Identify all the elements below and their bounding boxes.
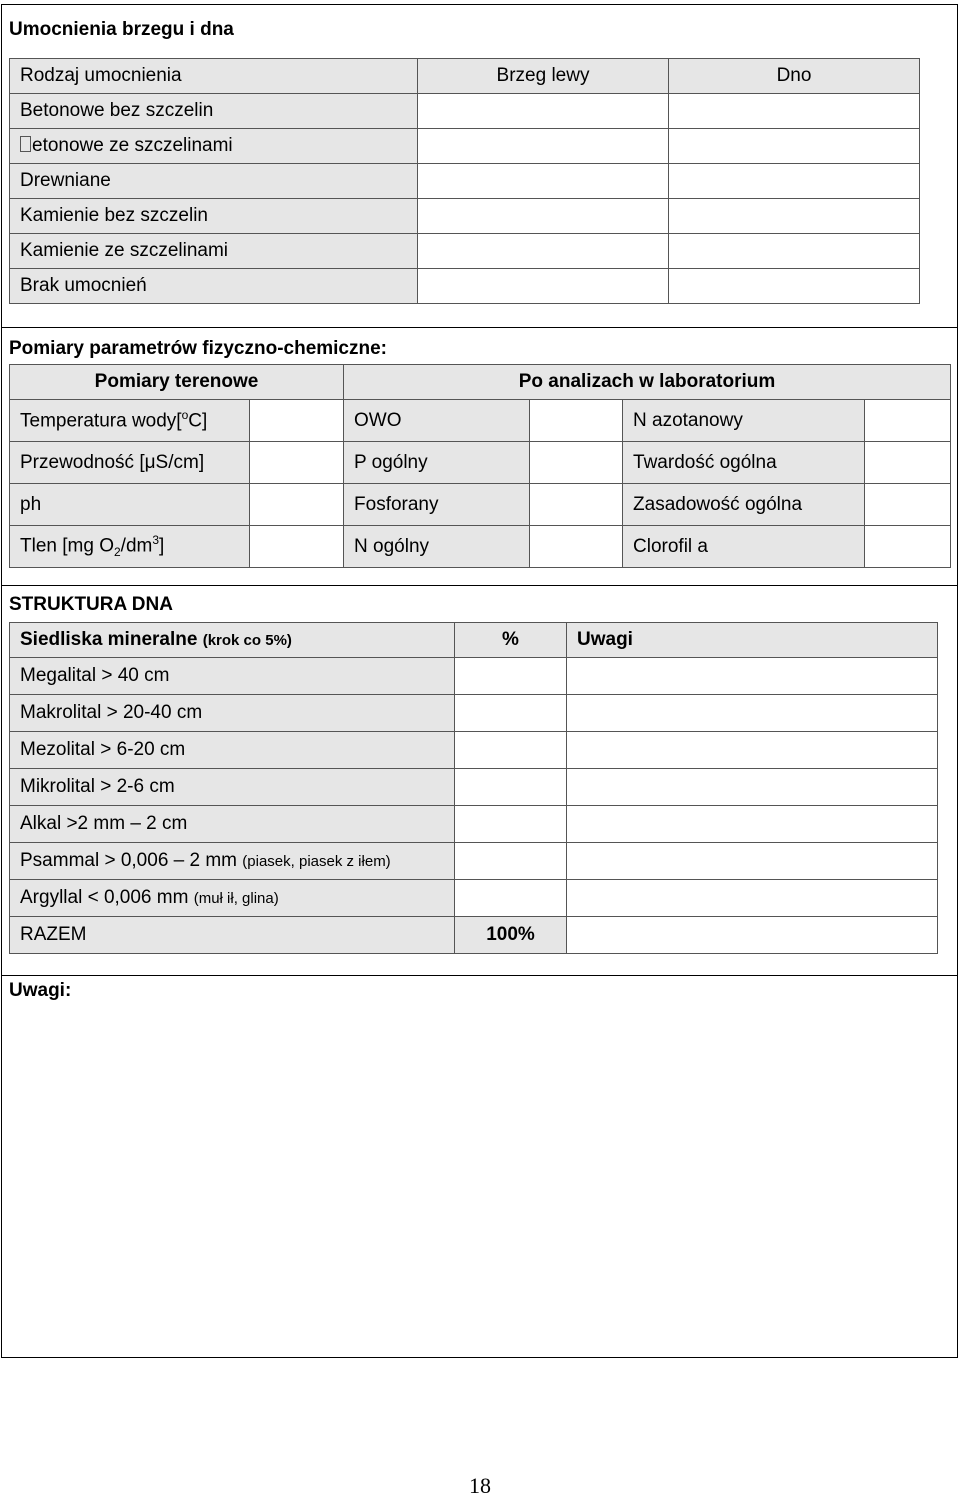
row-label: Drewniane bbox=[10, 164, 418, 199]
reinforcement-table bbox=[9, 58, 920, 304]
table-row bbox=[10, 94, 920, 129]
section-divider bbox=[1, 327, 958, 328]
header-text: Siedliska mineralne bbox=[20, 629, 198, 650]
input-cell[interactable] bbox=[567, 732, 938, 769]
missing-glyph-icon bbox=[20, 136, 31, 152]
header-bottom: Dno bbox=[669, 59, 920, 94]
row-label bbox=[10, 843, 455, 880]
input-cell[interactable] bbox=[530, 484, 623, 526]
header-mineral-habitats bbox=[10, 623, 455, 658]
row-label-text: Argyllal < 0,006 mm bbox=[20, 887, 189, 908]
label-text: ] bbox=[159, 535, 165, 557]
input-cell[interactable] bbox=[455, 769, 567, 806]
row-label: Mezolital > 6-20 cm bbox=[10, 732, 455, 769]
label-text: Temperatura wody[ bbox=[20, 410, 182, 432]
page-number: 18 bbox=[469, 1473, 491, 1498]
measurements-table bbox=[9, 364, 951, 568]
input-cell[interactable] bbox=[669, 234, 920, 269]
input-cell[interactable] bbox=[669, 269, 920, 304]
input-cell[interactable] bbox=[567, 695, 938, 732]
row-label-text: etonowe ze szczelinami bbox=[32, 135, 233, 156]
table-row bbox=[10, 769, 938, 806]
row-label: Betonowe bez szczelin bbox=[10, 94, 418, 129]
row-label: Kamienie ze szczelinami bbox=[10, 234, 418, 269]
label-superscript: o bbox=[181, 408, 189, 423]
input-cell[interactable] bbox=[567, 880, 938, 917]
row-label-text: Psammal > 0,006 – 2 mm bbox=[20, 850, 238, 871]
input-cell[interactable] bbox=[530, 400, 623, 442]
table-row bbox=[10, 199, 920, 234]
label-subscript: 2 bbox=[113, 545, 121, 560]
section-title-reinforcements: Umocnienia brzegu i dna bbox=[9, 19, 234, 40]
input-cell[interactable] bbox=[250, 526, 344, 568]
lab-label: OWO bbox=[344, 400, 530, 442]
input-cell[interactable] bbox=[418, 164, 669, 199]
row-label: Brak umocnień bbox=[10, 269, 418, 304]
input-cell[interactable] bbox=[455, 880, 567, 917]
table-row bbox=[10, 129, 920, 164]
field-label-ph: ph bbox=[10, 484, 250, 526]
input-cell[interactable] bbox=[418, 269, 669, 304]
input-cell[interactable] bbox=[530, 526, 623, 568]
input-cell[interactable] bbox=[567, 843, 938, 880]
table-row bbox=[10, 880, 938, 917]
input-cell[interactable] bbox=[250, 400, 344, 442]
total-row bbox=[10, 917, 938, 954]
input-cell[interactable] bbox=[567, 658, 938, 695]
field-label-oxygen bbox=[10, 526, 250, 568]
lab-label: N ogólny bbox=[344, 526, 530, 568]
section-divider bbox=[1, 975, 958, 976]
table-row bbox=[10, 695, 938, 732]
total-value: 100% bbox=[455, 917, 567, 954]
label-text: Tlen [mg O bbox=[20, 535, 114, 557]
header-left-bank: Brzeg lewy bbox=[418, 59, 669, 94]
table-row bbox=[10, 269, 920, 304]
row-label: Mikrolital > 2-6 cm bbox=[10, 769, 455, 806]
header-note: (krok co 5%) bbox=[202, 632, 292, 649]
table-row bbox=[10, 806, 938, 843]
input-cell[interactable] bbox=[418, 94, 669, 129]
section-title-notes: Uwagi: bbox=[9, 980, 72, 1001]
input-cell[interactable] bbox=[669, 129, 920, 164]
input-cell[interactable] bbox=[567, 769, 938, 806]
table-header-row bbox=[10, 365, 951, 400]
input-cell[interactable] bbox=[865, 400, 951, 442]
lab-label: Twardość ogólna bbox=[623, 442, 865, 484]
row-label: Kamienie bez szczelin bbox=[10, 199, 418, 234]
table-row bbox=[10, 164, 920, 199]
header-notes: Uwagi bbox=[567, 623, 938, 658]
row-label-note: (piasek, piasek z iłem) bbox=[242, 853, 391, 870]
bottom-structure-table bbox=[9, 622, 938, 954]
lab-label: Fosforany bbox=[344, 484, 530, 526]
table-row bbox=[10, 843, 938, 880]
lab-label: Clorofil a bbox=[623, 526, 865, 568]
row-label-note: (muł ił, glina) bbox=[193, 890, 279, 907]
table-row bbox=[10, 234, 920, 269]
table-row bbox=[10, 658, 938, 695]
header-percent: % bbox=[455, 623, 567, 658]
field-label-temperature bbox=[10, 400, 250, 442]
table-row bbox=[10, 484, 951, 526]
row-label bbox=[10, 880, 455, 917]
input-cell[interactable] bbox=[418, 234, 669, 269]
lab-label: Zasadowość ogólna bbox=[623, 484, 865, 526]
input-cell[interactable] bbox=[865, 484, 951, 526]
section-title-bottom-structure: STRUKTURA DNA bbox=[9, 594, 173, 615]
table-row bbox=[10, 732, 938, 769]
notes-area[interactable] bbox=[9, 1010, 949, 1350]
input-cell[interactable] bbox=[865, 442, 951, 484]
input-cell[interactable] bbox=[455, 658, 567, 695]
table-header-row bbox=[10, 59, 920, 94]
section-divider bbox=[1, 585, 958, 586]
input-cell[interactable] bbox=[250, 442, 344, 484]
header-field-measurements: Pomiary terenowe bbox=[10, 365, 344, 400]
input-cell[interactable] bbox=[418, 129, 669, 164]
table-row bbox=[10, 526, 951, 568]
lab-label: N azotanowy bbox=[623, 400, 865, 442]
header-reinforcement-type: Rodzaj umocnienia bbox=[10, 59, 418, 94]
input-cell[interactable] bbox=[455, 806, 567, 843]
input-cell[interactable] bbox=[455, 695, 567, 732]
input-cell[interactable] bbox=[669, 164, 920, 199]
header-lab-analyses: Po analizach w laboratorium bbox=[344, 365, 951, 400]
input-cell[interactable] bbox=[669, 94, 920, 129]
total-label: RAZEM bbox=[10, 917, 455, 954]
table-row bbox=[10, 442, 951, 484]
input-cell[interactable] bbox=[455, 843, 567, 880]
input-cell[interactable] bbox=[865, 526, 951, 568]
section-title-measurements: Pomiary parametrów fizyczno-chemiczne: bbox=[9, 338, 387, 359]
lab-label: P ogólny bbox=[344, 442, 530, 484]
label-superscript: 3 bbox=[152, 533, 160, 548]
input-cell[interactable] bbox=[418, 199, 669, 234]
input-cell[interactable] bbox=[530, 442, 623, 484]
row-label: Megalital > 40 cm bbox=[10, 658, 455, 695]
input-cell[interactable] bbox=[567, 917, 938, 954]
input-cell[interactable] bbox=[250, 484, 344, 526]
row-label: Alkal >2 mm – 2 cm bbox=[10, 806, 455, 843]
row-label: Makrolital > 20-40 cm bbox=[10, 695, 455, 732]
label-text: C] bbox=[188, 410, 208, 432]
row-label bbox=[10, 129, 418, 164]
table-row bbox=[10, 400, 951, 442]
input-cell[interactable] bbox=[455, 732, 567, 769]
input-cell[interactable] bbox=[567, 806, 938, 843]
input-cell[interactable] bbox=[669, 199, 920, 234]
table-header-row bbox=[10, 623, 938, 658]
field-label-conductivity: Przewodność [μS/cm] bbox=[10, 442, 250, 484]
label-text: /dm bbox=[120, 535, 153, 557]
